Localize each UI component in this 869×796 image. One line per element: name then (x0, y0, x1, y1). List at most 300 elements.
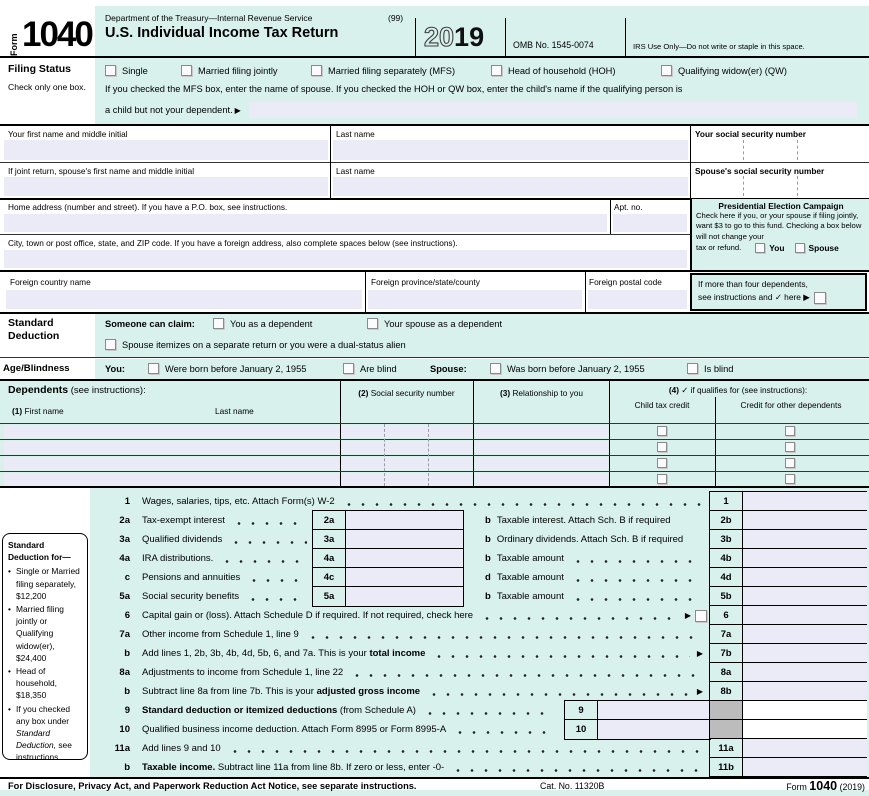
line-number: 7a (119, 629, 130, 640)
arrow-icon: ▶ (696, 649, 703, 658)
dep-row-rule (0, 455, 869, 456)
amount-box-label: 7a (710, 625, 743, 643)
line-9-input[interactable] (598, 701, 710, 719)
spouse-dependent-label: Your spouse as a dependent (384, 319, 503, 329)
dot-leader (432, 655, 689, 658)
spouse-born-label: Was born before January 2, 1955 (507, 364, 645, 374)
header-divider-1 (415, 18, 416, 56)
header-divider-3 (625, 18, 626, 56)
spouse-born-checkbox[interactable] (490, 363, 501, 374)
amount-box-label: 8b (710, 682, 743, 700)
col4-num: (4) (668, 385, 679, 395)
more-dependents-checkbox[interactable] (814, 292, 826, 304)
child-tax-credit-header: Child tax credit (634, 400, 690, 410)
last-name-input[interactable] (333, 140, 688, 160)
line-number: 3a (119, 534, 130, 545)
col3-text: Relationship to you (512, 388, 584, 398)
amount-box-label: 8a (710, 663, 743, 681)
foreign-province-input[interactable] (368, 290, 582, 309)
dependent-2-ssn-input[interactable] (341, 441, 472, 454)
line-9-row (95, 701, 558, 720)
ssn-separator (797, 176, 798, 196)
dep-divider-4 (715, 397, 716, 486)
sub-line-text: Taxable amount (496, 591, 564, 602)
line-2b-row (485, 511, 707, 530)
line-10-row (95, 720, 558, 739)
dependent-1-ctc-checkbox[interactable] (657, 426, 667, 436)
amount-row-3b (710, 530, 867, 549)
col1a-num: (1) (12, 406, 23, 416)
line-number: 11a (114, 743, 130, 754)
line-10-input[interactable] (598, 720, 710, 739)
spouse-last-name-input[interactable] (333, 177, 688, 196)
line-number: b (124, 648, 130, 659)
dot-leader (342, 503, 702, 506)
amount-box-label: 4b (710, 549, 743, 567)
first-name-label: Your first name and middle initial (8, 129, 128, 139)
you-dependent-checkbox[interactable] (213, 318, 224, 329)
header-rule (0, 56, 869, 58)
row-rule (0, 162, 869, 163)
mid-row-5a (313, 587, 463, 606)
dep-ssn-separator (428, 424, 429, 486)
you-born-label: Were born before January 2, 1955 (165, 364, 307, 374)
spouse-itemizes-label: Spouse itemizes on a separate return or you were a dual-status alien (122, 340, 406, 350)
form-word-vertical: Form (9, 33, 19, 56)
footer-form-word: Form (786, 782, 807, 792)
amount-box-label: 11a (710, 739, 743, 757)
row-rule (0, 379, 869, 381)
qualifying-person-input[interactable] (249, 102, 857, 118)
irs-use-only: IRS Use Only—Do not write or staple in this space. (633, 42, 805, 51)
line-number: 4a (119, 553, 130, 564)
line-number: b (124, 686, 130, 697)
line-text: Qualified business income deduction. Attach Form 8995 or Form 8995-A (142, 724, 447, 735)
age-blindness-row (105, 361, 865, 377)
more-deps-line1: If more than four dependents, (698, 279, 808, 289)
note-item4-post: see instructions. (16, 740, 72, 763)
agency-text: Department of the Treasury—Internal Revenue Service (105, 13, 313, 23)
mid-row-2a (313, 511, 463, 530)
spouse-ssn-label: Spouse's social security number (695, 166, 825, 176)
spouse-ssn-input[interactable] (692, 177, 866, 196)
line-3a-input[interactable] (346, 530, 463, 548)
dependents-col1b-header: Last name (215, 406, 254, 416)
dependents-col3-header (474, 388, 609, 398)
line-5a-row (95, 587, 312, 606)
someone-can-claim-row (105, 317, 865, 332)
mid-row-4c (313, 568, 463, 587)
line-5a-input[interactable] (346, 587, 463, 606)
amount-row-7a (710, 625, 867, 644)
foreign-province-label: Foreign province/state/county (371, 277, 480, 287)
sub-line-text: Taxable interest. Attach Sch. B if required (496, 515, 671, 526)
mid-row-10 (565, 720, 710, 739)
amount-box-label: 4d (710, 568, 743, 586)
amount-box-label: 11b (710, 758, 743, 776)
you-dependent-label: You as a dependent (230, 319, 313, 329)
qualifying-widow-checkbox[interactable] (661, 65, 672, 76)
note-item4-pre: If you checked any box under (16, 703, 71, 726)
pec-tail: tax or refund. (696, 243, 742, 253)
dot-leader (451, 769, 702, 772)
footer-rule (0, 777, 869, 779)
note-item: • Head of household, $18,350 (8, 665, 83, 702)
mid-box-label: 4a (313, 549, 346, 567)
sub-line-letter: b (485, 515, 491, 526)
agency-line (105, 13, 312, 23)
filing-status-options (105, 63, 865, 79)
row-rule (0, 270, 869, 272)
dependent-3-relationship-input[interactable] (475, 457, 608, 470)
dependent-1-name-input[interactable] (4, 425, 339, 438)
amount-row-10 (710, 720, 867, 739)
line-4b-amount-input[interactable] (743, 549, 867, 567)
line-7b-row (95, 644, 707, 663)
dot-leader (427, 693, 690, 696)
line-number: 2a (119, 515, 130, 526)
home-address-label: Home address (number and street). If you have a P.O. box, see instructions. (8, 202, 288, 212)
spouse-itemizes-row (105, 338, 865, 353)
line-1-amount-input[interactable] (743, 492, 867, 510)
dependent-3-ctc-checkbox[interactable] (657, 458, 667, 468)
standard-deduction-label-1: Standard (8, 317, 54, 329)
footer-form-id (786, 779, 865, 793)
dependent-1-odc-checkbox[interactable] (785, 426, 795, 436)
line-7a-amount-input[interactable] (743, 625, 867, 643)
dot-leader (571, 560, 702, 563)
line-text: Social security benefits (142, 591, 240, 602)
ssn-separator (743, 176, 744, 196)
age-you-label: You: (105, 364, 125, 374)
amount-row-9 (710, 701, 867, 720)
col3-num: (3) (499, 388, 511, 398)
foreign-postal-input[interactable] (588, 290, 687, 309)
pec-you-label: You (769, 242, 785, 253)
first-name-input[interactable] (4, 140, 328, 160)
footer-form-number: 1040 (809, 779, 838, 793)
line-number: b (124, 762, 130, 773)
mid-entry-grid-a (312, 510, 464, 607)
sub-line-text: Taxable amount (496, 553, 564, 564)
ssn-separator (797, 140, 798, 160)
row-rule (0, 357, 869, 358)
head-of-household-label: Head of household (HOH) (508, 66, 616, 76)
spouse-dependent-checkbox[interactable] (367, 318, 378, 329)
line-number: 1 (124, 496, 130, 507)
year-outline: 20 (424, 22, 455, 52)
name-column-divider (330, 126, 331, 198)
more-dependents-box (690, 273, 867, 311)
line-4c-input[interactable] (346, 568, 463, 586)
mid-row-9 (565, 701, 710, 720)
amount-box-label: 7b (710, 644, 743, 662)
married-separately-checkbox[interactable] (311, 65, 322, 76)
mid-row-3a (313, 530, 463, 549)
city-label: City, town or post office, state, and ZIP code. If you have a foreign address, also complete spaces below (see instructions). (8, 238, 458, 248)
dependents-col4-header (610, 385, 866, 395)
pec-spouse-checkbox[interactable] (795, 243, 805, 253)
head-of-household-checkbox[interactable] (491, 65, 502, 76)
line-8a-amount-input[interactable] (743, 663, 867, 681)
filing-status-rule (0, 124, 869, 126)
amount-box-label: 1 (710, 492, 743, 510)
dot-leader (228, 750, 702, 753)
filing-status-label: Filing Status (8, 63, 71, 75)
arrow-icon: ▶ (696, 687, 703, 696)
amount-row-4d (710, 568, 867, 587)
dot-leader (571, 598, 702, 601)
presidential-election-campaign-box (690, 199, 869, 270)
dependents-title-note: (see instructions): (70, 385, 146, 396)
line-number: 5a (119, 591, 130, 602)
line-text: Other income from Schedule 1, line 9 (142, 629, 299, 640)
line-2b-amount-input[interactable] (743, 511, 867, 529)
dot-leader (232, 522, 307, 525)
note-list (8, 565, 83, 763)
line-text: Tax-exempt interest (142, 515, 225, 526)
line-text: Add lines 9 and 10 (142, 743, 221, 754)
dot-leader (306, 636, 702, 639)
line-4d-amount-input[interactable] (743, 568, 867, 586)
tax-year (424, 22, 484, 53)
sub-line-text: Taxable amount (496, 572, 564, 583)
amount-box-label: 3b (710, 530, 743, 548)
amount-row-6 (710, 606, 867, 625)
line-text: Standard deduction or itemized deductions (from Schedule A) (142, 705, 416, 716)
home-address-input[interactable] (4, 214, 607, 232)
footer-form-year: (2019) (839, 782, 865, 792)
dependent-4-ssn-input[interactable] (341, 473, 472, 486)
dependent-2-relationship-input[interactable] (475, 441, 608, 454)
standard-deduction-label-2: Deduction (8, 330, 60, 342)
dependents-rule (0, 486, 869, 488)
amount-row-11b (710, 758, 867, 777)
mfs-instruction-line1: If you checked the MFS box, enter the name of spouse. If you checked the HOH or QW box, enter the child's name if the qualifying person is (105, 84, 683, 94)
dep-row-rule (0, 471, 869, 472)
spouse-first-name-label: If joint return, spouse's first name and middle initial (8, 166, 195, 176)
arrow-icon: ▶ (684, 611, 691, 620)
mid-box-label: 4c (313, 568, 346, 586)
dependents-col2-header (341, 388, 472, 398)
dep-row-rule (0, 439, 869, 440)
line-1-row (95, 492, 707, 511)
dependent-4-relationship-input[interactable] (475, 473, 608, 486)
dependents-title (8, 384, 146, 396)
line-text: Capital gain or (loss). Attach Schedule D if required. If not required, check here (142, 610, 474, 621)
dependents-col1a-header (12, 406, 64, 416)
dependents-title-bold: Dependents (8, 384, 69, 396)
amount-row-2b (710, 511, 867, 530)
mid-box-label: 9 (565, 701, 598, 719)
line-number: 6 (124, 610, 130, 621)
col4-text: ✓ if qualifies for (see instructions): (681, 385, 808, 395)
age-blindness-label: Age/Blindness (3, 363, 70, 374)
amount-column (709, 491, 867, 777)
filing-status-note: Check only one box. (8, 82, 86, 92)
dependent-2-odc-checkbox[interactable] (785, 442, 795, 452)
married-jointly-checkbox[interactable] (181, 65, 192, 76)
ssn-separator (743, 140, 744, 160)
capital-gain-checkbox[interactable] (695, 610, 707, 622)
line-6-amount-input[interactable] (743, 606, 867, 624)
claim-label: Someone can claim: (105, 319, 195, 329)
line-4a-input[interactable] (346, 549, 463, 567)
line-text: Taxable income. Subtract line 11a from line 8b. If zero or less, enter -0- (142, 762, 445, 773)
dependent-3-ssn-input[interactable] (341, 457, 472, 470)
line-5b-amount-input[interactable] (743, 587, 867, 605)
dot-leader (571, 579, 702, 582)
single-label: Single (122, 66, 148, 76)
other-dependents-header: Credit for other dependents (740, 400, 842, 410)
spouse-blind-label: Is blind (704, 364, 734, 374)
line-5b-row (485, 587, 707, 606)
amount-row-7b (710, 644, 867, 663)
amount-row-8a (710, 663, 867, 682)
line-number: 9 (124, 705, 130, 716)
dot-leader (247, 579, 307, 582)
dot-leader (220, 560, 307, 563)
sub-line-letter: b (485, 553, 491, 564)
mid-box-label: 2a (313, 511, 346, 529)
qualifying-widow-label: Qualifying widow(er) (QW) (678, 66, 787, 76)
line-text: IRA distributions. (142, 553, 214, 564)
pec-spouse-label: Spouse (808, 242, 839, 253)
line-4d-row (485, 568, 707, 587)
you-blind-label: Are blind (360, 364, 397, 374)
line-text: Pensions and annuities (142, 572, 241, 583)
amount-row-8b (710, 682, 867, 701)
gray-cell (710, 701, 743, 719)
footer-disclosure: For Disclosure, Privacy Act, and Paperwork Reduction Act Notice, see separate instructions. (8, 781, 417, 791)
note-item: • Married filing jointly or Qualifying widow(er), $24,400 (8, 603, 83, 664)
spouse-first-name-input[interactable] (4, 177, 328, 196)
you-blind-checkbox[interactable] (343, 363, 354, 374)
mfs-instruction-text: a child but not your dependent. (105, 105, 233, 115)
line-text: Subtract line 8a from line 7b. This is your adjusted gross income (142, 686, 421, 697)
row-rule (0, 312, 869, 314)
line-text: Wages, salaries, tips, etc. Attach Form(s) W-2 (142, 496, 335, 507)
dot-leader (246, 598, 307, 601)
sub-line-letter: d (485, 572, 491, 583)
last-name-label: Last name (336, 129, 375, 139)
dot-leader (423, 712, 553, 715)
line-11a-row (95, 739, 707, 758)
form-title: U.S. Individual Income Tax Return (105, 25, 339, 41)
standard-deduction-label (8, 317, 59, 343)
dependent-1-ssn-input[interactable] (341, 425, 472, 438)
amount-row-1 (710, 492, 867, 511)
dependent-2-name-input[interactable] (4, 441, 339, 454)
amount-row-5b (710, 587, 867, 606)
row-rule (0, 234, 690, 235)
line-7b-amount-input[interactable] (743, 644, 867, 662)
foreign-postal-label: Foreign postal code (589, 277, 662, 287)
apt-input[interactable] (613, 214, 687, 232)
dependent-3-name-input[interactable] (4, 457, 339, 470)
sub-line-letter: b (485, 591, 491, 602)
mid-box-label: 3a (313, 530, 346, 548)
dependent-4-name-input[interactable] (4, 473, 339, 486)
note-item (8, 703, 83, 764)
note-item4-italic: Standard Deduction, (16, 728, 57, 751)
col1a-text: First name (24, 406, 64, 416)
col2-text: Social security number (370, 388, 455, 398)
amount-box-label: 5b (710, 587, 743, 605)
line-3a-row (95, 530, 312, 549)
apt-label: Apt. no. (614, 202, 643, 212)
amount-row-4b (710, 549, 867, 568)
dependent-1-relationship-input[interactable] (475, 425, 608, 438)
sub-line-letter: b (485, 534, 491, 545)
standard-deduction-note (2, 533, 88, 763)
dependent-4-ctc-checkbox[interactable] (657, 474, 667, 484)
line-2a-input[interactable] (346, 511, 463, 529)
line-9-amount-cell (743, 701, 867, 719)
spouse-blind-checkbox[interactable] (687, 363, 698, 374)
married-separately-label: Married filing separately (MFS) (328, 66, 456, 76)
pec-tail-row (696, 243, 866, 253)
spouse-itemizes-checkbox[interactable] (105, 339, 116, 350)
line-8a-row (95, 663, 707, 682)
line-11b-amount-input[interactable] (743, 758, 867, 776)
gray-cell (710, 720, 743, 738)
line-3b-row (485, 530, 707, 549)
line-10-amount-cell (743, 720, 867, 738)
age-spouse-label: Spouse: (430, 364, 467, 374)
pec-you-checkbox[interactable] (755, 243, 765, 253)
mid-box-label: 5a (313, 587, 346, 606)
dependent-3-odc-checkbox[interactable] (785, 458, 795, 468)
arrow-icon: ▶ (234, 105, 241, 115)
dependent-2-ctc-checkbox[interactable] (657, 442, 667, 452)
amount-box-label: 2b (710, 511, 743, 529)
line-3b-amount-input[interactable] (743, 530, 867, 548)
amount-row-11a (710, 739, 867, 758)
dot-leader (350, 674, 702, 677)
line-11a-amount-input[interactable] (743, 739, 867, 757)
married-jointly-label: Married filing jointly (198, 66, 278, 76)
mid-row-4a (313, 549, 463, 568)
single-checkbox[interactable] (105, 65, 116, 76)
dot-leader (480, 617, 678, 620)
line-text: Adjustments to income from Schedule 1, line 22 (142, 667, 344, 678)
spouse-last-name-label: Last name (336, 166, 375, 176)
dependent-4-odc-checkbox[interactable] (785, 474, 795, 484)
line-4c-row (95, 568, 312, 587)
apt-divider (610, 199, 611, 234)
mfs-instruction-line2 (105, 102, 857, 118)
you-born-checkbox[interactable] (148, 363, 159, 374)
form-number-title: 1040 (22, 15, 92, 54)
dep-ssn-separator (384, 424, 385, 486)
pec-body: Check here if you, or your spouse if filing jointly, want $3 to go to this fund. Checking a box below will not change your (696, 211, 862, 241)
your-ssn-input[interactable] (692, 140, 866, 160)
line-8b-amount-input[interactable] (743, 682, 867, 700)
foreign-country-input[interactable] (6, 290, 362, 309)
city-input[interactable] (4, 250, 687, 268)
foreign-country-label: Foreign country name (10, 277, 91, 287)
line-number: 8a (119, 667, 130, 678)
catalog-number: Cat. No. 11320B (540, 781, 605, 791)
dep-header-rule (0, 423, 869, 424)
mid-box-label: 10 (565, 720, 598, 739)
agency-code: (99) (388, 13, 404, 23)
year-bold: 19 (454, 22, 485, 52)
foreign-divider-2 (585, 272, 586, 312)
amount-box-label: 6 (710, 606, 743, 624)
line-4b-row (485, 549, 707, 568)
